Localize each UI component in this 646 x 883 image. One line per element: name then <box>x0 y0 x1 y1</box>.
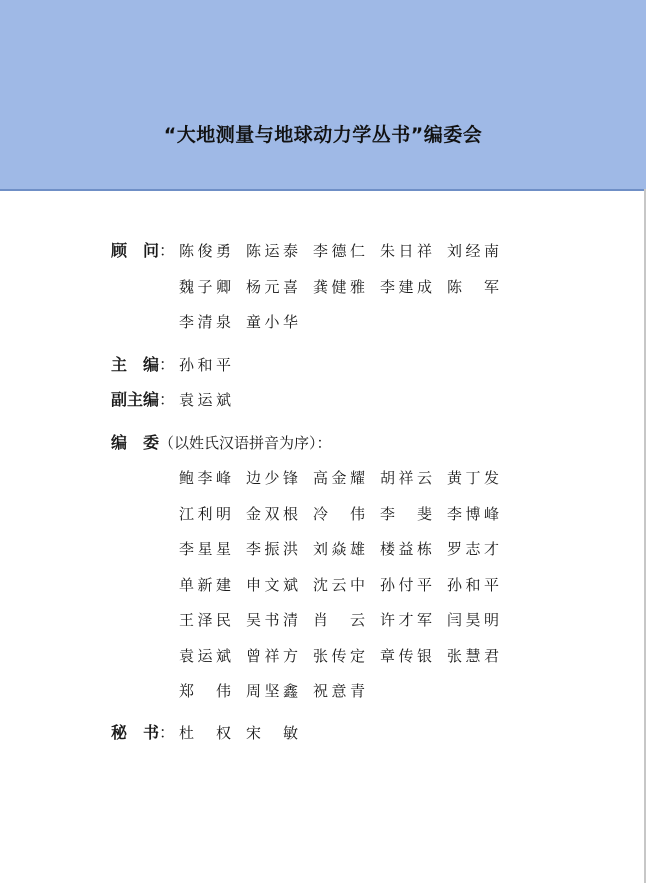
advisor-name: 杨元喜 <box>246 278 298 296</box>
committee-member-name: 申文斌 <box>246 576 298 594</box>
advisor-name: 李建成 <box>380 278 432 296</box>
advisor-name: 龚健雅 <box>313 278 365 296</box>
deputy-editor-colon: ： <box>159 390 176 409</box>
committee-member-name: 章传银 <box>380 647 432 665</box>
committee-label <box>111 433 332 453</box>
committee-member-name: 孙和平 <box>447 576 499 594</box>
committee-member-name: 单新建 <box>179 576 231 594</box>
committee-member-name: 周坚鑫 <box>246 682 298 700</box>
chief-editor-label <box>111 355 175 375</box>
committee-member-name: 高金耀 <box>313 469 365 487</box>
secretary-label-text: 秘 书 <box>111 723 160 742</box>
committee-member-name: 张传定 <box>313 647 365 665</box>
chief-editor-name: 孙和平 <box>179 356 231 374</box>
chief-editor-colon: ： <box>159 355 176 374</box>
committee-member-name: 李博峰 <box>447 505 499 523</box>
committee-member-name: 郑 伟 <box>179 682 231 700</box>
committee-member-name: 袁运斌 <box>179 647 231 665</box>
advisor-name: 刘经南 <box>447 242 499 260</box>
deputy-editor-label <box>111 390 175 410</box>
secretary-name: 宋 敏 <box>246 724 298 742</box>
committee-member-name: 江利明 <box>179 505 231 523</box>
committee-member-name: 胡祥云 <box>380 469 432 487</box>
committee-member-name: 李 斐 <box>380 505 432 523</box>
committee-member-name: 吴书清 <box>246 611 298 629</box>
committee-member-name: 李星星 <box>179 540 231 558</box>
committee-member-name: 许才军 <box>380 611 432 629</box>
deputy-editor-name: 袁运斌 <box>179 391 231 409</box>
advisor-name: 陈 军 <box>447 278 499 296</box>
advisor-name: 魏子卿 <box>179 278 231 296</box>
secretary-label <box>111 723 175 743</box>
deputy-editor-label-text: 副主编 <box>111 390 160 409</box>
committee-member-name: 祝意青 <box>313 682 365 700</box>
committee-member-name: 楼益栋 <box>380 540 432 558</box>
committee-member-name: 金双根 <box>246 505 298 523</box>
committee-member-name: 边少锋 <box>246 469 298 487</box>
advisors-label-text: 顾 问 <box>111 241 160 260</box>
chief-editor-label-text: 主 编 <box>111 355 160 374</box>
committee-member-name: 肖 云 <box>313 611 365 629</box>
page-title: “大地测量与地球动力学丛书”编委会 <box>163 124 483 146</box>
committee-label-text: 编 委 <box>111 433 160 452</box>
committee-member-name: 鲍李峰 <box>179 469 231 487</box>
header-band <box>0 0 646 191</box>
committee-member-name: 黄丁发 <box>447 469 499 487</box>
advisor-name: 陈运泰 <box>246 242 298 260</box>
advisor-name: 李德仁 <box>313 242 365 260</box>
committee-member-name: 冷 伟 <box>313 505 365 523</box>
advisor-name: 李清泉 <box>179 313 231 331</box>
committee-member-name: 张慧君 <box>447 647 499 665</box>
committee-member-name: 罗志才 <box>447 540 499 558</box>
committee-member-name: 沈云中 <box>313 576 365 594</box>
advisor-name: 童小华 <box>246 313 298 331</box>
committee-member-name: 闫昊明 <box>447 611 499 629</box>
secretary-name: 杜 权 <box>179 724 231 742</box>
secretary-colon: ： <box>159 723 176 742</box>
advisor-name: 陈俊勇 <box>179 242 231 260</box>
committee-member-name: 王泽民 <box>179 611 231 629</box>
committee-member-name: 李振洪 <box>246 540 298 558</box>
advisor-name: 朱日祥 <box>380 242 432 260</box>
advisors-label <box>111 241 175 261</box>
committee-member-name: 刘焱雄 <box>313 540 365 558</box>
committee-order-note: （以姓氏汉语拼音为序）： <box>159 434 332 452</box>
committee-member-name: 孙付平 <box>380 576 432 594</box>
advisors-colon: ： <box>159 241 176 260</box>
committee-member-name: 曾祥方 <box>246 647 298 665</box>
